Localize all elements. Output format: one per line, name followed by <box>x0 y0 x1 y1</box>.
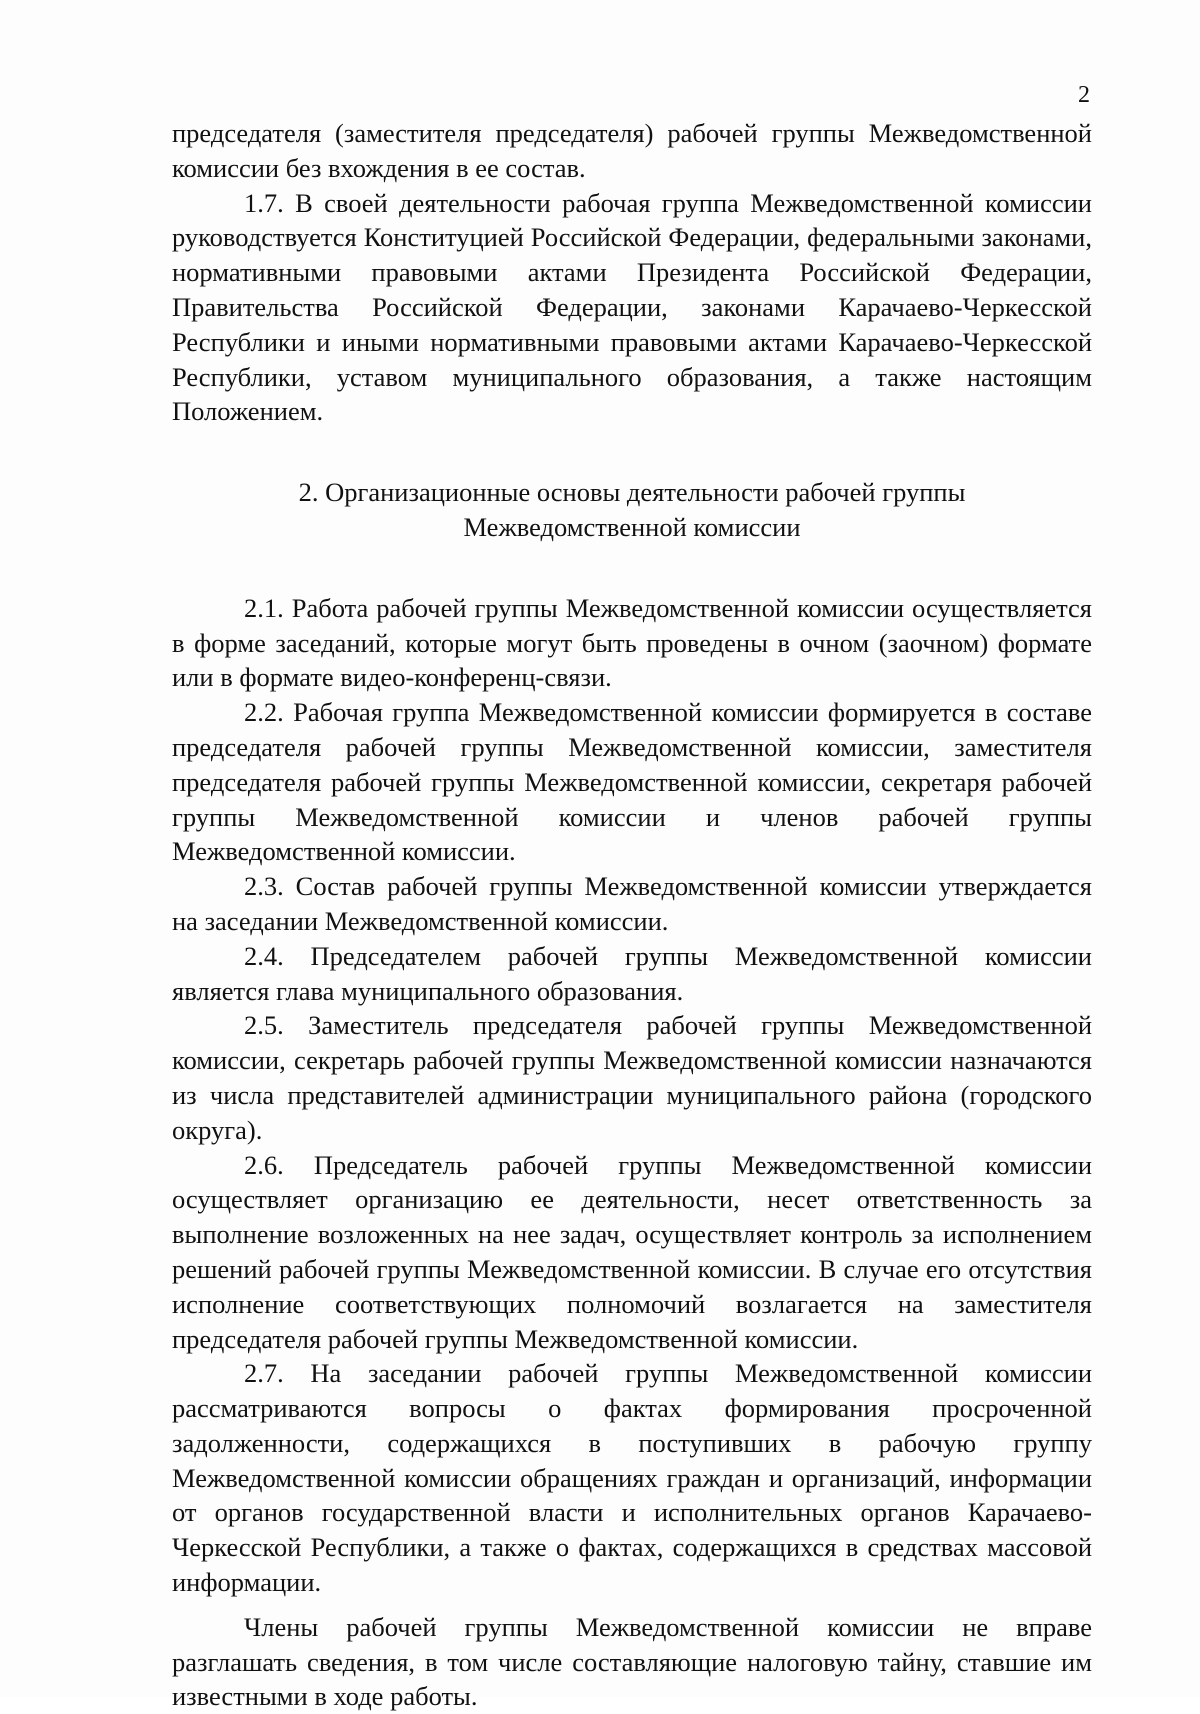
intro-paragraph: председателя (заместителя председателя) рабочей группы Межведомственной комиссии без вхождения в ее состав. <box>172 118 1092 183</box>
section-2-heading <box>172 475 1092 545</box>
paragraph-2-1: 2.1. Работа рабочей группы Межведомственной комиссии осуществляется в форме заседаний, которые могут быть проведены в очном (заочном) формате или в формате видео-конференц-связи. <box>172 592 1092 693</box>
paragraph-2-6: 2.6. Председатель рабочей группы Межведомственной комиссии осуществляет организацию ее деятельности, несет ответственность за выполнение возложенных на нее задач, осуществляет контроль за исполнением решений рабочей группы Межведомственной комиссии. В случае его отсутствия исполнение соответствующих полномочий возлагается на заместителя председателя рабочей группы Межведомственной комиссии. <box>172 1149 1092 1354</box>
document-body <box>172 116 1092 1714</box>
paragraph-2-4: 2.4. Председателем рабочей группы Межведомственной комиссии является глава муниципального образования. <box>172 940 1092 1006</box>
paragraph-2-7: 2.7. На заседании рабочей группы Межведомственной комиссии рассматриваются вопросы о фактах формирования просроченной задолженности, содержащихся в поступивших в рабочую группу Межведомственной комиссии обращениях граждан и организаций, информации от органов государственной власти и исполнительных органов Карачаево-Черкесской Республики, а также о фактах, содержащихся в средствах массовой информации. <box>172 1358 1092 1598</box>
paragraph-1-7: 1.7. В своей деятельности рабочая группа Межведомственной комиссии руководствуется Конституцией Российской Федерации, федеральными законами, нормативными правовыми актами Президента Российской Федерации, Правительства Российской Федерации, законами Карачаево-Черкесской Республики и иными нормативными правовыми актами Карачаево-Черкесской Республики, уставом муниципального образования, а также настоящим Положением. <box>172 187 1092 427</box>
section-2-heading-line-2: Межведомственной комиссии <box>463 511 801 542</box>
section-2-heading-line-1: 2. Организационные основы деятельности рабочей группы <box>298 477 966 508</box>
page-number: 2 <box>1078 82 1090 108</box>
paragraph-2-3: 2.3. Состав рабочей группы Межведомственной комиссии утверждается на заседании Межведомственной комиссии. <box>172 871 1092 936</box>
paragraph-members-confidentiality: Члены рабочей группы Межведомственной комиссии не вправе разглашать сведения, в том числе составляющие налоговую тайну, ставшие им известными в ходе работы. <box>172 1611 1092 1712</box>
paragraph-2-2: 2.2. Рабочая группа Межведомственной комиссии формируется в составе председателя рабочей группы Межведомственной комиссии, заместителя председателя рабочей группы Межведомственной комиссии, секретаря рабочей группы Межведомственной комиссии и членов рабочей группы Межведомственной комиссии. <box>172 697 1092 867</box>
paragraph-2-5: 2.5. Заместитель председателя рабочей группы Межведомственной комиссии, секретарь рабочей группы Межведомственной комиссии назначаются из числа представителей администрации муниципального района (городского округа). <box>172 1010 1092 1145</box>
